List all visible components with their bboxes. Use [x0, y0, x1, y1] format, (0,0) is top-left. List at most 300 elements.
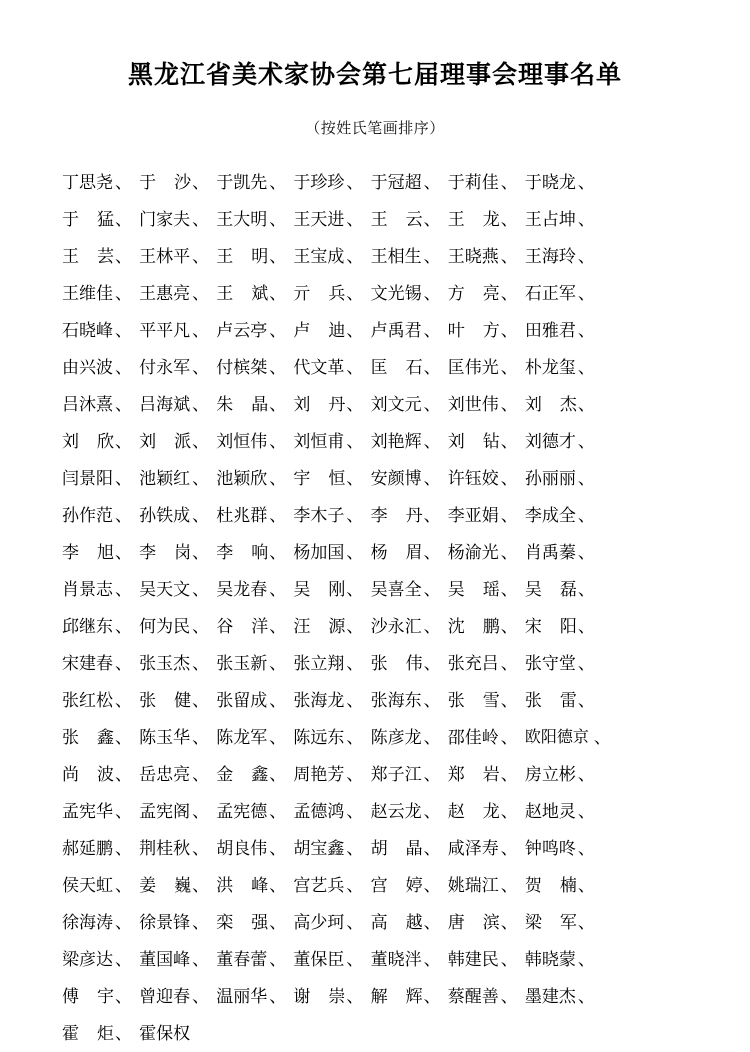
- name-separator: 、: [500, 209, 518, 229]
- name-separator: 、: [115, 949, 132, 969]
- person-name: 徐 景 锋: [139, 912, 191, 932]
- name-separator: 、: [500, 246, 518, 266]
- name-entry: [525, 534, 611, 571]
- person-name: 杨 加 国: [293, 542, 345, 562]
- name-entry: [139, 275, 216, 312]
- person-name: 刘 杰: [524, 394, 577, 414]
- person-name: 姜 巍: [139, 875, 192, 895]
- person-name: 吴 喜 全: [370, 579, 422, 599]
- person-name: 于 冠 超: [370, 172, 422, 192]
- person-name: 蔡 醒 善: [447, 986, 499, 1006]
- person-name: 杨 渝 光: [447, 542, 499, 562]
- name-entry: [448, 201, 525, 238]
- name-entry: [448, 164, 525, 201]
- name-separator: 、: [115, 986, 132, 1006]
- name-separator: 、: [269, 246, 287, 266]
- name-entry: [448, 978, 525, 1015]
- person-name: 朱 晶: [216, 394, 269, 414]
- person-name: 代 文 革: [293, 357, 345, 377]
- person-name: 肖 景 志: [62, 579, 113, 599]
- name-entry: [216, 164, 293, 201]
- name-separator: 、: [346, 172, 364, 192]
- name-entry: [525, 349, 611, 386]
- person-name: 韩 晓 蒙: [524, 949, 576, 969]
- person-name: 于 珍 珍: [293, 172, 345, 192]
- person-name: 闫 景 阳: [62, 468, 113, 488]
- name-entry: [448, 793, 525, 830]
- name-separator: 、: [577, 431, 595, 451]
- name-entry: [62, 719, 139, 756]
- name-entry: [216, 793, 293, 830]
- name-entry: [371, 941, 448, 978]
- name-separator: 、: [269, 468, 287, 488]
- name-separator: 、: [115, 320, 132, 340]
- name-entry: [293, 386, 370, 423]
- name-separator: 、: [346, 764, 364, 784]
- name-separator: 、: [577, 505, 595, 525]
- name-entry: [216, 534, 293, 571]
- name-entry: [62, 904, 139, 941]
- person-name: 张 红 松: [62, 690, 113, 710]
- person-name: 吴 瑶: [447, 579, 500, 599]
- name-entry: [293, 164, 370, 201]
- name-separator: 、: [269, 653, 287, 673]
- person-name: 张 健: [139, 690, 192, 710]
- person-name: 宫 婷: [370, 875, 423, 895]
- person-name: 卢 迪: [293, 320, 346, 340]
- name-separator: 、: [346, 431, 364, 451]
- name-separator: 、: [346, 986, 364, 1006]
- name-separator: 、: [115, 468, 132, 488]
- person-name: 田 雅 君: [524, 320, 576, 340]
- person-name: 欧 阳 德 京: [524, 728, 589, 746]
- name-separator: 、: [500, 468, 518, 488]
- name-entry: [216, 978, 293, 1015]
- name-entry: [216, 867, 293, 904]
- name-entry: [139, 867, 216, 904]
- name-separator: 、: [500, 838, 518, 858]
- name-entry: [139, 608, 216, 645]
- person-name: 吴 龙 春: [216, 579, 268, 599]
- name-entry: [139, 201, 216, 238]
- name-entry: [62, 312, 139, 349]
- name-separator: 、: [500, 394, 518, 414]
- person-name: 赵 地 灵: [524, 801, 576, 821]
- person-name: 刘 艳 辉: [370, 431, 422, 451]
- person-name: 刘 文 元: [370, 394, 422, 414]
- name-separator: 、: [500, 283, 518, 303]
- name-entry: [293, 830, 370, 867]
- person-name: 刘 恒 伟: [216, 431, 268, 451]
- name-separator: 、: [192, 246, 210, 266]
- person-name: 钟 鸣 咚: [524, 838, 576, 858]
- name-entry: [371, 904, 448, 941]
- name-entry: [293, 682, 370, 719]
- name-separator: 、: [423, 209, 441, 229]
- name-separator: 、: [192, 209, 210, 229]
- name-separator: 、: [346, 283, 364, 303]
- name-entry: [62, 238, 139, 275]
- name-entry: [62, 941, 139, 978]
- person-name: 房 立 彬: [524, 764, 576, 784]
- name-entry: [216, 275, 293, 312]
- name-separator: 、: [115, 246, 132, 266]
- person-name: 霍 炬: [62, 1023, 114, 1043]
- name-separator: 、: [577, 468, 595, 488]
- name-separator: 、: [346, 838, 364, 858]
- person-name: 王 林 平: [139, 246, 191, 266]
- person-name: 刘 德 才: [524, 431, 576, 451]
- name-entry: [139, 497, 216, 534]
- name-separator: 、: [577, 283, 595, 303]
- name-separator: 、: [269, 949, 287, 969]
- name-separator: 、: [577, 320, 595, 340]
- person-name: 于 晓 龙: [524, 172, 576, 192]
- name-separator: 、: [269, 320, 287, 340]
- name-separator: 、: [192, 172, 210, 192]
- name-separator: 、: [346, 690, 364, 710]
- name-separator: 、: [500, 912, 518, 932]
- name-separator: 、: [115, 505, 132, 525]
- name-entry: [293, 904, 370, 941]
- name-entry: [525, 275, 611, 312]
- person-name: 匡 石: [370, 357, 423, 377]
- name-separator: 、: [346, 246, 364, 266]
- name-entry: [448, 719, 525, 756]
- name-separator: 、: [500, 616, 518, 636]
- name-separator: 、: [346, 912, 364, 932]
- name-entry: [62, 349, 139, 386]
- name-separator: 、: [346, 875, 364, 895]
- name-separator: 、: [577, 172, 595, 192]
- name-entry: [448, 645, 525, 682]
- name-entry: [216, 719, 293, 756]
- person-name: 胡 良 伟: [216, 838, 268, 858]
- name-entry: [525, 386, 611, 423]
- name-entry: [62, 1015, 139, 1052]
- name-separator: 、: [500, 431, 518, 451]
- person-name: 董 春 蕾: [216, 949, 268, 969]
- name-entry: [216, 941, 293, 978]
- name-separator: 、: [423, 505, 441, 525]
- name-entry: [293, 275, 370, 312]
- name-separator: 、: [577, 542, 595, 562]
- name-entry: [293, 645, 370, 682]
- name-entry: [139, 793, 216, 830]
- name-entry: [139, 941, 216, 978]
- name-entry: [448, 571, 525, 608]
- name-separator: 、: [500, 579, 518, 599]
- name-entry: [62, 608, 139, 645]
- name-entry: [293, 978, 370, 1015]
- person-name: 于 沙: [139, 172, 192, 192]
- name-entry: [371, 830, 448, 867]
- person-name: 王 晓 燕: [447, 246, 499, 266]
- name-entry: [371, 386, 448, 423]
- name-separator: 、: [577, 949, 595, 969]
- name-separator: 、: [423, 986, 441, 1006]
- person-name: 傅 宇: [62, 986, 114, 1006]
- name-separator: 、: [500, 172, 518, 192]
- person-name: 张 雪: [447, 690, 500, 710]
- name-entry: [371, 164, 448, 201]
- person-name: 刘 丹: [293, 394, 346, 414]
- name-separator: 、: [192, 505, 210, 525]
- name-separator: 、: [192, 283, 210, 303]
- name-separator: 、: [500, 357, 518, 377]
- name-entry: [62, 793, 139, 830]
- person-name: 沙 永 汇: [370, 616, 422, 636]
- name-separator: 、: [115, 1023, 132, 1043]
- person-name: 谢 崇: [293, 986, 346, 1006]
- name-entry: [293, 571, 370, 608]
- name-entry: [525, 497, 611, 534]
- name-entry: [525, 460, 611, 497]
- name-separator: 、: [115, 912, 132, 932]
- person-name: 金 鑫: [216, 764, 269, 784]
- name-separator: 、: [192, 690, 210, 710]
- person-name: 平 平 凡: [139, 320, 191, 340]
- name-separator: 、: [577, 209, 595, 229]
- person-name: 吴 磊: [524, 579, 577, 599]
- name-separator: 、: [192, 764, 210, 784]
- name-entry: [448, 497, 525, 534]
- name-entry: [139, 349, 216, 386]
- person-name: 刘 派: [139, 431, 192, 451]
- name-separator: 、: [115, 357, 132, 377]
- person-name: 孟 宪 德: [216, 801, 268, 821]
- name-separator: 、: [192, 320, 210, 340]
- name-separator: 、: [346, 727, 364, 747]
- person-name: 朴 龙 玺: [524, 357, 576, 377]
- person-name: 唐 滨: [447, 912, 500, 932]
- person-name: 梁 彦 达: [62, 949, 113, 969]
- name-separator: 、: [346, 320, 364, 340]
- person-name: 张 海 东: [370, 690, 422, 710]
- person-name: 张 鑫: [62, 727, 114, 747]
- name-separator: 、: [192, 468, 210, 488]
- name-entry: [448, 830, 525, 867]
- person-name: 刘 欣: [62, 431, 114, 451]
- name-entry: [525, 756, 611, 793]
- person-name: 宫 艺 兵: [293, 875, 345, 895]
- name-separator: 、: [192, 431, 210, 451]
- name-separator: 、: [593, 727, 611, 747]
- person-name: 张 守 堂: [524, 653, 576, 673]
- person-name: 王 维 佳: [62, 283, 113, 303]
- name-entry: [525, 830, 611, 867]
- name-entry: [62, 978, 139, 1015]
- name-separator: 、: [423, 764, 441, 784]
- name-separator: 、: [423, 357, 441, 377]
- name-separator: 、: [346, 579, 364, 599]
- person-name: 孙 作 范: [62, 505, 113, 525]
- name-entry: [62, 830, 139, 867]
- name-entry: [216, 238, 293, 275]
- person-name: 洪 峰: [216, 875, 269, 895]
- name-entry: [525, 867, 611, 904]
- person-name: 张 海 龙: [293, 690, 345, 710]
- name-separator: 、: [115, 875, 132, 895]
- person-name: 胡 宝 鑫: [293, 838, 345, 858]
- name-separator: 、: [269, 172, 287, 192]
- name-entry: [371, 608, 448, 645]
- name-entry: [62, 275, 139, 312]
- person-name: 卢 禹 君: [370, 320, 422, 340]
- name-separator: 、: [500, 542, 518, 562]
- name-entry: [216, 201, 293, 238]
- name-separator: 、: [577, 690, 595, 710]
- person-name: 宋 阳: [524, 616, 577, 636]
- person-name: 李 旭: [62, 542, 114, 562]
- name-entry: [448, 534, 525, 571]
- person-name: 叶 方: [447, 320, 500, 340]
- person-name: 董 国 峰: [139, 949, 191, 969]
- name-entry: [525, 164, 611, 201]
- name-entry: [525, 201, 611, 238]
- name-separator: 、: [192, 653, 210, 673]
- name-entry: [448, 349, 525, 386]
- name-separator: 、: [577, 986, 595, 1006]
- name-entry: [371, 756, 448, 793]
- person-name: 何 为 民: [139, 616, 191, 636]
- person-name: 邵 佳 岭: [447, 727, 499, 747]
- name-entry: [371, 867, 448, 904]
- person-name: 曾 迎 春: [139, 986, 191, 1006]
- person-name: 李 亚 娟: [447, 505, 499, 525]
- name-separator: 、: [269, 357, 287, 377]
- name-separator: 、: [192, 542, 210, 562]
- name-entry: [139, 719, 216, 756]
- name-separator: 、: [269, 801, 287, 821]
- name-separator: 、: [346, 468, 364, 488]
- name-entry: [139, 1015, 216, 1052]
- name-entry: [216, 349, 293, 386]
- person-name: 由 兴 波: [62, 357, 113, 377]
- name-separator: 、: [192, 616, 210, 636]
- name-entry: [293, 312, 370, 349]
- name-separator: 、: [192, 727, 210, 747]
- name-separator: 、: [346, 616, 364, 636]
- name-separator: 、: [423, 949, 441, 969]
- person-name: 卢 云 亭: [216, 320, 268, 340]
- name-separator: 、: [115, 653, 132, 673]
- person-name: 王 芸: [62, 246, 114, 266]
- person-name: 刘 钻: [447, 431, 500, 451]
- person-name: 孟 宪 阁: [139, 801, 191, 821]
- person-name: 张 立 翔: [293, 653, 345, 673]
- person-name: 沈 鹏: [447, 616, 500, 636]
- person-name: 孙 铁 成: [139, 505, 191, 525]
- name-separator: 、: [500, 875, 518, 895]
- name-separator: 、: [423, 579, 441, 599]
- name-separator: 、: [423, 616, 441, 636]
- name-entry: [216, 423, 293, 460]
- person-name: 李 响: [216, 542, 269, 562]
- name-entry: [371, 460, 448, 497]
- name-entry: [216, 682, 293, 719]
- person-name: 王 天 进: [293, 209, 345, 229]
- name-entry: [216, 830, 293, 867]
- name-separator: 、: [192, 394, 210, 414]
- person-name: 肖 禹 蓁: [524, 542, 576, 562]
- name-separator: 、: [577, 246, 595, 266]
- name-entry: [139, 978, 216, 1015]
- name-separator: 、: [269, 875, 287, 895]
- person-name: 匡 伟 光: [447, 357, 499, 377]
- name-entry: [293, 867, 370, 904]
- person-name: 姚 瑞 江: [447, 875, 499, 895]
- name-separator: 、: [500, 986, 518, 1006]
- person-name: 郑 岩: [447, 764, 500, 784]
- name-separator: 、: [423, 320, 441, 340]
- name-separator: 、: [269, 579, 287, 599]
- name-separator: 、: [423, 283, 441, 303]
- name-entry: [293, 423, 370, 460]
- person-name: 宇 恒: [293, 468, 346, 488]
- name-entry: [525, 571, 611, 608]
- name-entry: [525, 312, 611, 349]
- name-separator: 、: [500, 653, 518, 673]
- name-separator: 、: [577, 394, 595, 414]
- name-separator: 、: [269, 283, 287, 303]
- name-separator: 、: [500, 949, 518, 969]
- person-name: 吕 海 斌: [139, 394, 191, 414]
- name-separator: 、: [115, 838, 132, 858]
- name-separator: 、: [500, 320, 518, 340]
- person-name: 许 钰 姣: [447, 468, 499, 488]
- person-name: 杜 兆 群: [216, 505, 268, 525]
- name-separator: 、: [115, 579, 132, 599]
- name-entry: [216, 571, 293, 608]
- person-name: 孟 德 鸿: [293, 801, 345, 821]
- name-entry: [62, 201, 139, 238]
- name-separator: 、: [115, 764, 132, 784]
- name-separator: 、: [423, 394, 441, 414]
- name-entry: [62, 645, 139, 682]
- name-entry: [371, 423, 448, 460]
- name-separator: 、: [346, 209, 364, 229]
- name-entry: [62, 423, 139, 460]
- name-entry: [448, 756, 525, 793]
- person-name: 墨 建 杰: [524, 986, 576, 1006]
- name-entry: [371, 719, 448, 756]
- name-separator: 、: [192, 912, 210, 932]
- name-entry: [293, 238, 370, 275]
- name-separator: 、: [269, 209, 287, 229]
- name-entry: [139, 386, 216, 423]
- person-name: 荆 桂 秋: [139, 838, 191, 858]
- name-entry: [525, 608, 611, 645]
- name-entry: [525, 941, 611, 978]
- name-entry: [371, 349, 448, 386]
- name-separator: 、: [346, 542, 364, 562]
- name-separator: 、: [577, 653, 595, 673]
- person-name: 栾 强: [216, 912, 269, 932]
- person-name: 吴 刚: [293, 579, 346, 599]
- name-entry: [293, 793, 370, 830]
- person-name: 石 正 军: [524, 283, 576, 303]
- person-name: 张 伟: [370, 653, 423, 673]
- name-separator: 、: [577, 801, 595, 821]
- name-entry: [448, 238, 525, 275]
- name-entry: [216, 756, 293, 793]
- name-separator: 、: [500, 690, 518, 710]
- name-separator: 、: [346, 357, 364, 377]
- name-separator: 、: [346, 949, 364, 969]
- name-entry: [62, 386, 139, 423]
- person-name: 温 丽 华: [216, 986, 268, 1006]
